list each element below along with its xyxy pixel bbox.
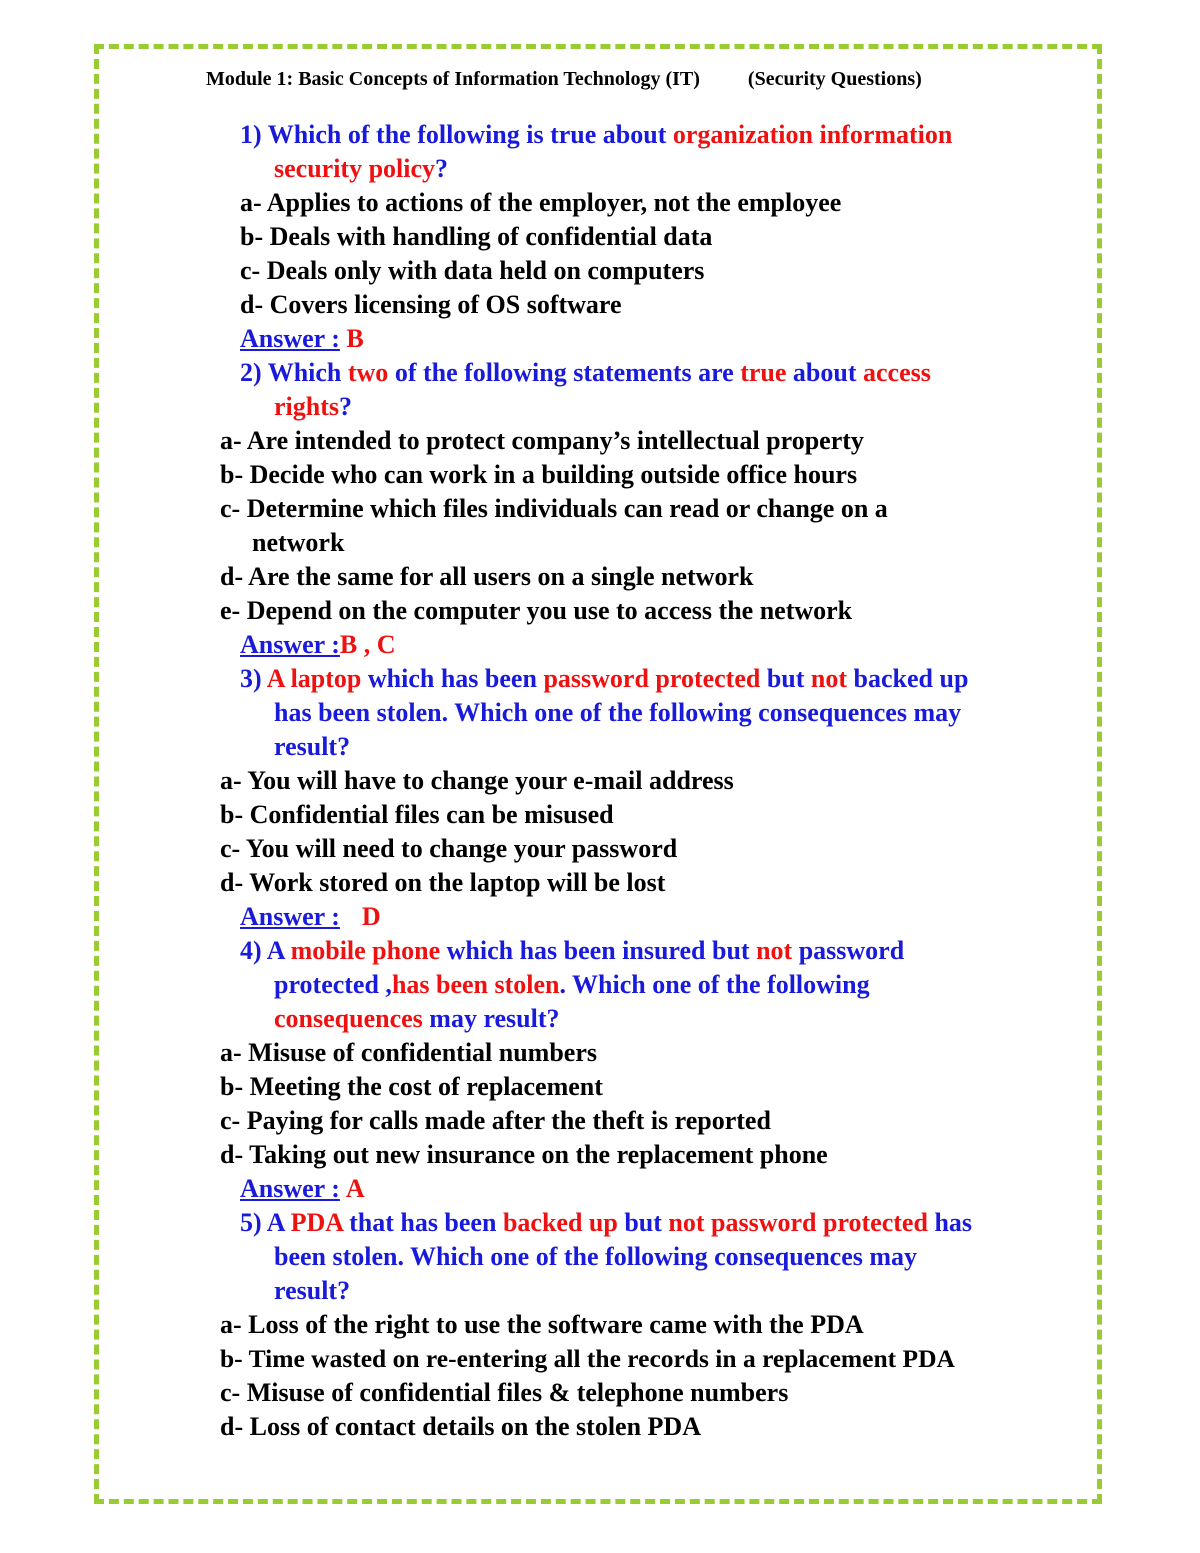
question-highlight: consequences	[274, 1004, 423, 1033]
question-text: 2) Which	[240, 358, 348, 387]
question-highlight: two	[347, 358, 389, 387]
q1-option-d: d- Covers licensing of OS software	[240, 290, 622, 319]
question-1-line-2	[274, 153, 448, 185]
question-2	[240, 357, 931, 389]
q4-option-c: c- Paying for calls made after the theft is reported	[220, 1106, 771, 1135]
question-highlight: backed up	[502, 1208, 618, 1237]
q2-option-c: c- Determine which files individuals can read or change on a	[220, 494, 888, 523]
q2-option-e: e- Depend on the computer you use to access the network	[220, 596, 853, 625]
question-3-line-3: result?	[274, 732, 351, 761]
answer-value: B , C	[339, 630, 396, 659]
question-highlight: A laptop	[266, 664, 362, 693]
question-text: which has been	[361, 664, 544, 693]
q2-option-d: d- Are the same for all users on a single network	[220, 562, 754, 591]
answer-label: Answer :	[240, 324, 340, 353]
question-text: 5) A	[240, 1208, 291, 1237]
question-4	[240, 935, 904, 967]
q5-option-c: c- Misuse of confidential files & telephone numbers	[220, 1378, 789, 1407]
question-highlight: not	[810, 664, 848, 693]
q4-option-a: a- Misuse of confidential numbers	[220, 1038, 597, 1067]
question-text: about	[786, 358, 863, 387]
q5-option-d: d- Loss of contact details on the stolen PDA	[220, 1412, 701, 1441]
answer-label: Answer :	[240, 1174, 340, 1203]
question-highlight: access	[863, 358, 931, 387]
q4-option-b: b- Meeting the cost of replacement	[220, 1072, 603, 1101]
question-text: 4) A	[240, 936, 291, 965]
q1-option-b: b- Deals with handling of confidential data	[240, 222, 713, 251]
question-highlight: PDA	[290, 1208, 343, 1237]
answer-label: Answer :	[240, 630, 340, 659]
section-title: (Security Questions)	[747, 68, 922, 90]
question-text: that has been	[342, 1208, 503, 1237]
question-4-line-3	[274, 1003, 560, 1035]
question-text: of the following statements are	[388, 358, 741, 387]
q2-option-b: b- Decide who can work in a building outside office hours	[220, 460, 858, 489]
q3-option-c: c- You will need to change your password	[220, 834, 678, 863]
question-2-line-2	[274, 391, 352, 423]
question-text: protected ,	[274, 970, 392, 999]
question-text: ?	[435, 154, 449, 183]
q2-answer	[240, 629, 396, 661]
q3-option-a: a- You will have to change your e-mail address	[220, 766, 734, 795]
question-1	[240, 119, 952, 151]
question-highlight: mobile phone	[290, 936, 441, 965]
question-text: backed up	[847, 664, 969, 693]
q4-option-d: d- Taking out new insurance on the replacement phone	[220, 1140, 828, 1169]
question-5	[240, 1207, 972, 1239]
answer-value: A	[345, 1174, 365, 1203]
question-5-line-2: been stolen. Which one of the following consequences may	[274, 1242, 918, 1271]
question-text: but	[617, 1208, 669, 1237]
answer-value: D	[361, 902, 381, 931]
question-text: but	[760, 664, 811, 693]
question-highlight: rights	[274, 392, 339, 421]
q1-answer	[240, 323, 364, 355]
question-highlight: not	[756, 936, 793, 965]
question-text: which has been insured but	[440, 936, 757, 965]
question-text: 1) Which of the following is true about	[240, 120, 673, 149]
question-text: has	[927, 1208, 973, 1237]
q3-option-b: b- Confidential files can be misused	[220, 800, 614, 829]
question-text: password	[792, 936, 905, 965]
q3-option-d: d- Work stored on the laptop will be lost	[220, 868, 666, 897]
q2-option-a: a- Are intended to protect company’s intellectual property	[220, 426, 864, 455]
question-4-line-2	[274, 969, 870, 1001]
question-highlight: true	[740, 358, 787, 387]
question-3-line-2: has been stolen. Which one of the following consequences may	[274, 698, 962, 727]
question-highlight: password protected	[543, 664, 761, 693]
question-highlight: has been stolen	[391, 970, 560, 999]
question-text: may result?	[422, 1004, 560, 1033]
question-highlight: organization information	[672, 120, 953, 149]
q5-option-b: b- Time wasted on re-entering all the records in a replacement PDA	[220, 1344, 955, 1373]
q4-answer	[240, 1173, 365, 1205]
question-5-line-3: result?	[274, 1276, 351, 1305]
question-text: ?	[339, 392, 352, 421]
module-title: Module 1: Basic Concepts of Information Technology (IT)	[206, 68, 700, 90]
page-header	[206, 68, 922, 91]
q3-answer	[240, 901, 381, 933]
answer-value: B	[346, 324, 364, 353]
question-text: . Which one of the following	[559, 970, 870, 999]
question-text: 3)	[240, 664, 267, 693]
question-highlight: not password protected	[668, 1208, 928, 1237]
question-3	[240, 663, 968, 695]
answer-label: Answer :	[240, 902, 340, 931]
q2-option-c-continued: network	[252, 528, 345, 557]
question-highlight: security policy	[274, 154, 436, 183]
q1-option-a: a- Applies to actions of the employer, not the employee	[240, 188, 842, 217]
q5-option-a: a- Loss of the right to use the software came with the PDA	[220, 1310, 864, 1339]
q1-option-c: c- Deals only with data held on computers	[240, 256, 705, 285]
